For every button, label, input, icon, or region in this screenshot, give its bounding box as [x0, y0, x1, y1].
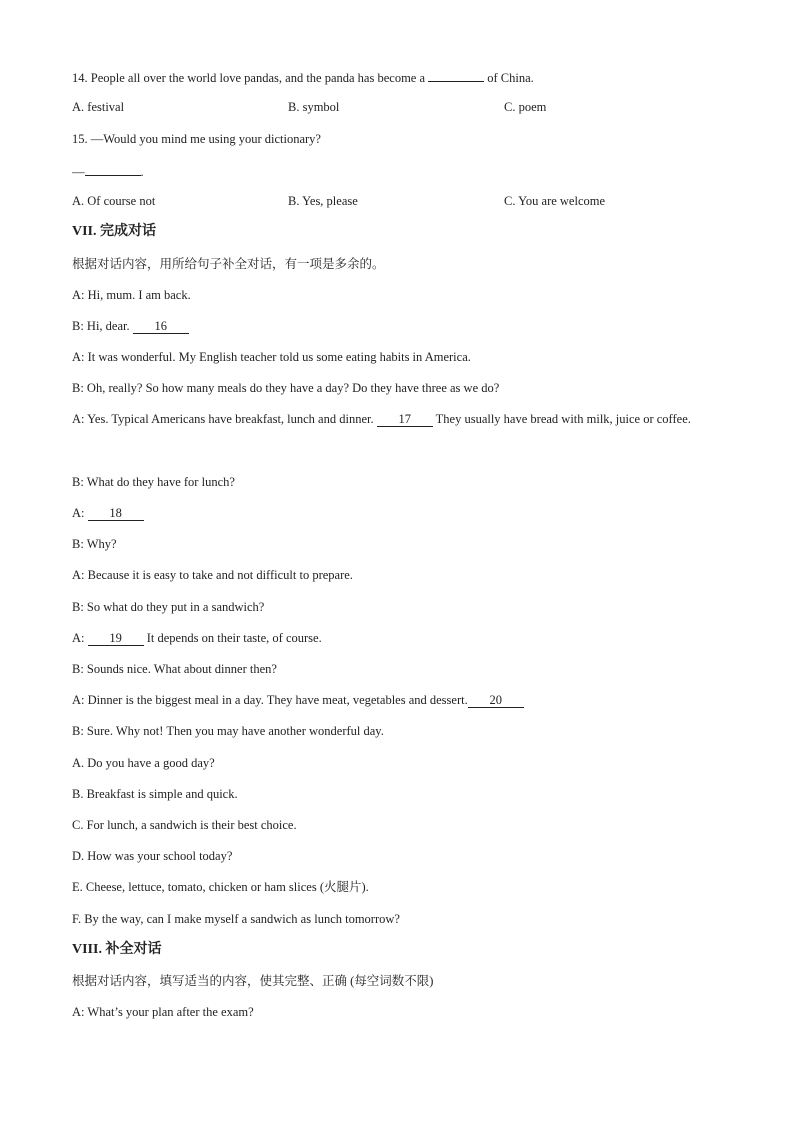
dialogue-line: B: Sure. Why not! Then you may have another wonderful day. [72, 724, 384, 738]
blank-17[interactable]: 17 [377, 412, 433, 427]
dialogue-line: B: Why? [72, 537, 117, 551]
dialogue-text: A: [72, 631, 85, 645]
q15-option-a[interactable]: A. Of course not [72, 194, 156, 208]
dialogue-text: A: [72, 506, 85, 520]
section-7-title: VII. 完成对话 [72, 224, 157, 239]
q14-option-b[interactable]: B. symbol [288, 100, 340, 114]
choice-f: F. By the way, can I make myself a sandwich as lunch tomorrow? [72, 912, 400, 926]
dialogue-text: B: Hi, dear. [72, 319, 130, 333]
blank-20[interactable]: 20 [468, 693, 524, 708]
dialogue-text: It depends on their taste, of course. [146, 631, 322, 645]
dialogue-text: They usually have bread with milk, juice or coffee. [435, 412, 691, 426]
q15-option-b[interactable]: B. Yes, please [288, 194, 358, 208]
blank-19[interactable]: 19 [88, 631, 144, 646]
blank-18[interactable]: 18 [88, 506, 144, 521]
dialogue-line [72, 318, 189, 334]
q15-period: . [140, 165, 144, 179]
dialogue-line: A: What’s your plan after the exam? [72, 1005, 254, 1019]
section-7-instruction: 根据对话内容，用所给句子补全对话，有一项是多余的。 [72, 257, 385, 271]
q15-answer-line [72, 162, 144, 180]
dialogue-line: B: Oh, really? So how many meals do they have a day? Do they have three as we do? [72, 381, 500, 395]
dialogue-line: B: What do they have for lunch? [72, 475, 235, 489]
dialogue-line: A: It was wonderful. My English teacher told us some eating habits in America. [72, 350, 471, 364]
dialogue-text: A: Dinner is the biggest meal in a day. They have meat, vegetables and dessert. [72, 693, 468, 707]
dialogue-paragraph [72, 404, 724, 435]
q15-options [72, 193, 722, 209]
choice-b: B. Breakfast is simple and quick. [72, 787, 238, 801]
q14-options [72, 99, 722, 115]
dialogue-line [72, 505, 144, 521]
dialogue-text: A: Yes. Typical Americans have breakfast, lunch and dinner. [72, 412, 374, 426]
section-8-title: VIII. 补全对话 [72, 942, 162, 957]
choice-e: E. Cheese, lettuce, tomato, chicken or ham slices (火腿片). [72, 880, 369, 894]
q14-answer-blank[interactable] [428, 68, 484, 82]
dialogue-line: B: Sounds nice. What about dinner then? [72, 662, 277, 676]
choice-c: C. For lunch, a sandwich is their best choice. [72, 818, 297, 832]
section-8-instruction: 根据对话内容，填写适当的内容，使其完整、正确 (每空词数不限) [72, 974, 434, 988]
dialogue-line [72, 692, 524, 708]
q15-dash: — [72, 165, 85, 179]
dialogue-line [72, 630, 322, 646]
dialogue-line: A: Hi, mum. I am back. [72, 288, 191, 302]
question-14-stem [72, 68, 534, 86]
question-15-stem: 15. —Would you mind me using your dictionary? [72, 132, 321, 146]
blank-16[interactable]: 16 [133, 319, 189, 334]
q14-stem-after: of China. [487, 71, 534, 85]
q14-option-a[interactable]: A. festival [72, 100, 125, 114]
choice-a: A. Do you have a good day? [72, 756, 215, 770]
dialogue-line: A: Because it is easy to take and not difficult to prepare. [72, 568, 353, 582]
dialogue-line: B: So what do they put in a sandwich? [72, 600, 265, 614]
q15-option-c[interactable]: C. You are welcome [504, 194, 606, 208]
q14-option-c[interactable]: C. poem [504, 100, 547, 114]
choice-d: D. How was your school today? [72, 849, 233, 863]
q15-answer-blank[interactable] [85, 162, 141, 176]
q14-stem-before: 14. People all over the world love pandas, and the panda has become a [72, 71, 426, 85]
